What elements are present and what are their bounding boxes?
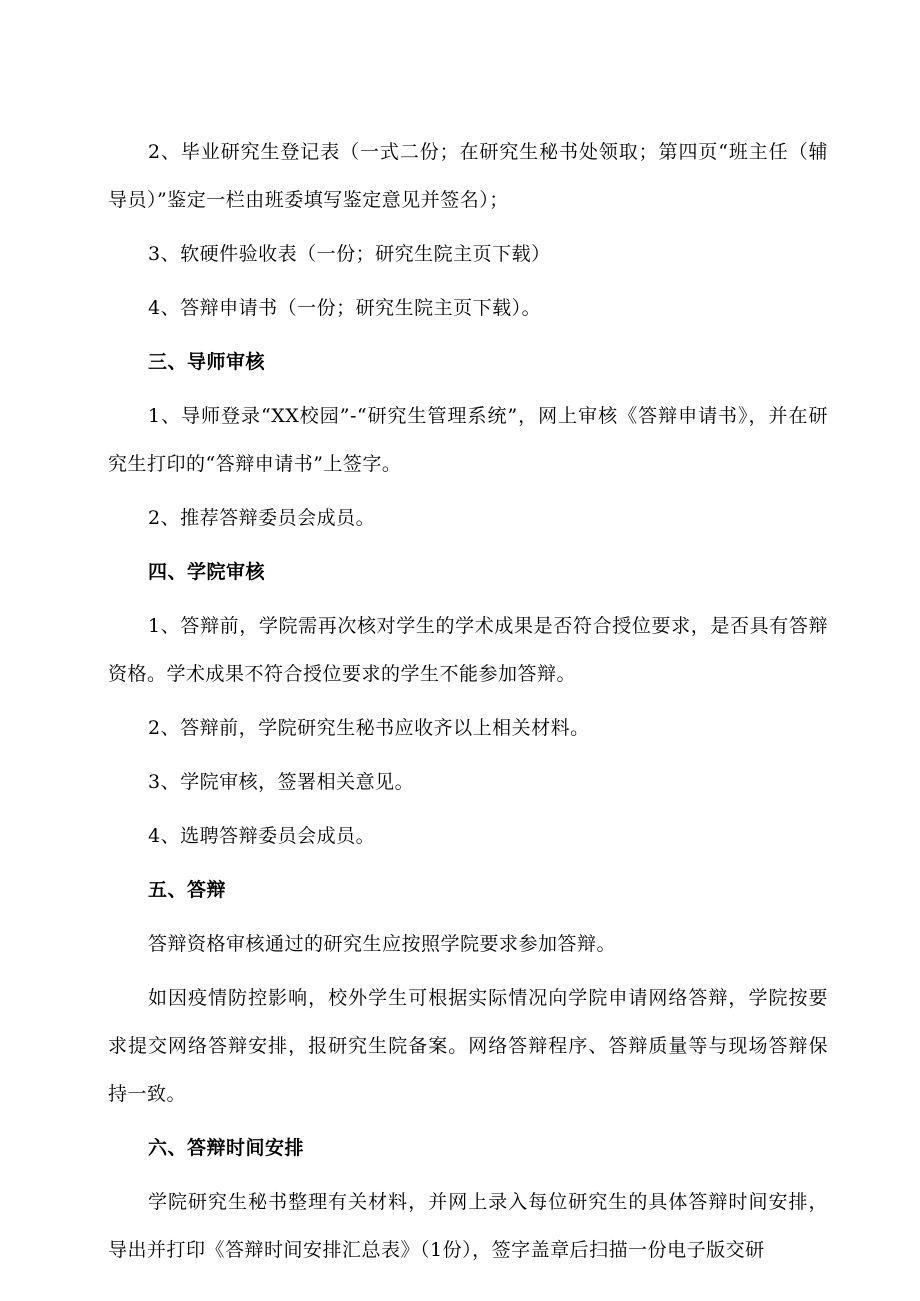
paragraph-registration-form: 2、毕业研究生登记表（一式二份；在研究生秘书处领取；第四页“班主任（辅导员）”鉴定一栏由班委填写鉴定意见并签名）； — [108, 141, 828, 211]
heading-advisor-review: 三、导师审核 — [148, 351, 266, 373]
paragraph-application-form: 4、答辩申请书（一份；研究生院主页下载）。 — [148, 297, 542, 319]
document-page — [108, 128, 828, 1280]
paragraph-online-defense: 如因疫情防控影响，校外学生可根据实际情况向学院申请网络答辩，学院按要求提交网络答辩安排，报研究生院备案。网络答辩程序、答辩质量等与现场答辩保持一致。 — [108, 987, 828, 1105]
paragraph-select-committee: 4、选聘答辩委员会成员。 — [148, 825, 376, 847]
heading-defense-schedule: 六、答辩时间安排 — [148, 1137, 305, 1159]
paragraph-defense-qualified: 答辩资格审核通过的研究生应按照学院要求参加答辩。 — [148, 933, 617, 955]
heading-defense: 五、答辩 — [148, 879, 227, 901]
paragraph-acceptance-form: 3、软硬件验收表（一份；研究生院主页下载） — [148, 243, 551, 265]
paragraph-advisor-login: 1、导师登录“XX校园”-“研究生管理系统”，网上审核《答辩申请书》，并在研究生打印的“答辩申请书”上签字。 — [108, 405, 828, 475]
paragraph-collect-materials: 2、答辩前，学院研究生秘书应收齐以上相关材料。 — [148, 717, 590, 739]
paragraph-college-sign: 3、学院审核，签署相关意见。 — [148, 771, 415, 793]
heading-college-review: 四、学院审核 — [148, 561, 266, 583]
paragraph-college-verify: 1、答辩前，学院需再次核对学生的学术成果是否符合授位要求，是否具有答辩资格。学术成果不符合授位要求的学生不能参加答辩。 — [108, 615, 828, 685]
paragraph-recommend-committee: 2、推荐答辩委员会成员。 — [148, 507, 376, 529]
paragraph-schedule-details: 学院研究生秘书整理有关材料，并网上录入每位研究生的具体答辩时间安排，导出并打印《答辩时间安排汇总表》（1份），签字盖章后扫描一份电子版交研 — [108, 1191, 828, 1261]
